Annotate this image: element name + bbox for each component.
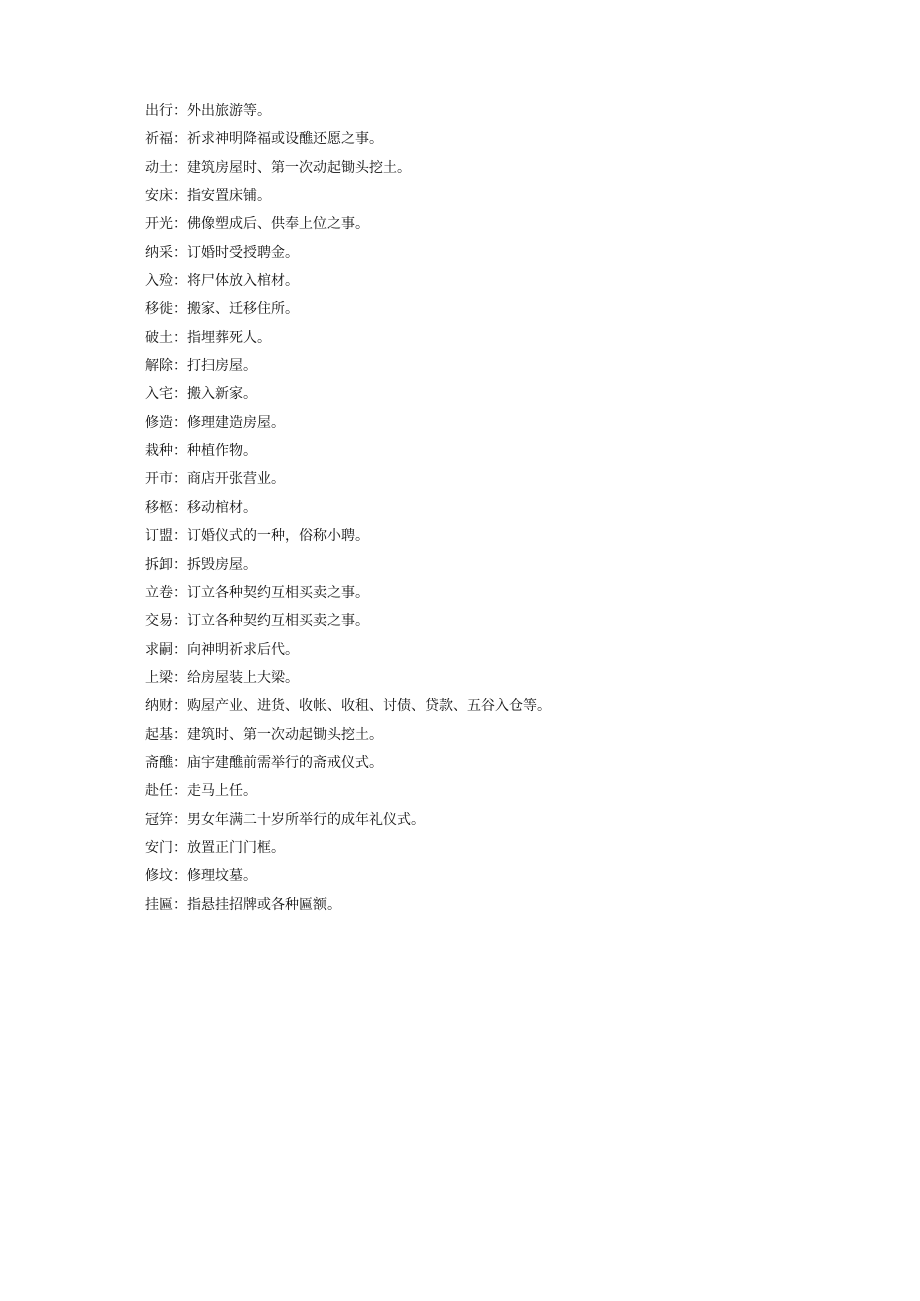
entry-definition: 男女年满二十岁所举行的成年礼仪式。 (187, 811, 425, 828)
list-item (145, 465, 551, 493)
entry-term: 订盟 (145, 528, 173, 545)
entry-separator: ： (173, 613, 187, 630)
entry-term: 修坟 (145, 868, 173, 885)
list-item (145, 551, 551, 579)
list-item (145, 154, 551, 182)
entry-definition: 指悬挂招牌或各种匾额。 (187, 896, 341, 913)
term-definition-list (145, 97, 551, 919)
list-item (145, 692, 551, 720)
entry-term: 安门 (145, 839, 173, 856)
entry-term: 斋醮 (145, 754, 173, 771)
list-item (145, 579, 551, 607)
entry-separator: ： (173, 414, 187, 431)
entry-term: 求嗣 (145, 641, 173, 658)
list-item (145, 409, 551, 437)
entry-definition: 打扫房屋。 (187, 358, 257, 375)
entry-separator: ： (173, 386, 187, 403)
entry-definition: 放置正门门框。 (187, 839, 285, 856)
entry-term: 交易 (145, 613, 173, 630)
entry-separator: ： (173, 443, 187, 460)
entry-definition: 外出旅游等。 (187, 103, 271, 119)
entry-definition: 建筑时、第一次动起锄头挖土。 (187, 726, 383, 743)
list-item (145, 295, 551, 323)
list-item (145, 267, 551, 295)
list-item (145, 182, 551, 210)
entry-definition: 修理建造房屋。 (187, 414, 285, 431)
entry-definition: 向神明祈求后代。 (187, 641, 299, 658)
entry-definition: 祈求神明降福或设醮还愿之事。 (187, 131, 383, 148)
entry-term: 纳财 (145, 698, 173, 715)
entry-separator: ： (173, 839, 187, 856)
list-item (145, 862, 551, 890)
entry-term: 起基 (145, 726, 173, 743)
list-item (145, 239, 551, 267)
entry-term: 祈福 (145, 131, 173, 148)
entry-separator: ： (173, 641, 187, 658)
entry-term: 破土 (145, 329, 173, 346)
entry-separator: ： (173, 499, 187, 516)
entry-separator: ： (173, 783, 187, 800)
list-item (145, 97, 551, 125)
entry-term: 解除 (145, 358, 173, 375)
entry-separator: ： (173, 188, 187, 205)
entry-term: 拆卸 (145, 556, 173, 573)
list-item (145, 777, 551, 805)
entry-separator: ： (173, 556, 187, 573)
entry-term: 动土 (145, 159, 173, 176)
entry-term: 移徙 (145, 301, 173, 318)
entry-definition: 移动棺材。 (187, 499, 257, 516)
entry-separator: ： (173, 896, 187, 913)
entry-separator: ： (173, 358, 187, 375)
entry-definition: 种植作物。 (187, 443, 257, 460)
entry-definition: 修理坟墓。 (187, 868, 257, 885)
list-item (145, 522, 551, 550)
entry-term: 出行 (145, 103, 173, 119)
entry-definition: 订婚仪式的一种，俗称小聘。 (187, 528, 369, 545)
entry-definition: 指安置床铺。 (187, 188, 271, 205)
entry-definition: 走马上任。 (187, 783, 257, 800)
entry-definition: 给房屋装上大梁。 (187, 669, 299, 686)
entry-term: 赴任 (145, 783, 173, 800)
entry-separator: ： (173, 273, 187, 290)
entry-term: 入殓 (145, 273, 173, 290)
entry-term: 修造 (145, 414, 173, 431)
entry-definition: 指埋葬死人。 (187, 329, 271, 346)
list-item (145, 437, 551, 465)
entry-separator: ： (173, 584, 187, 601)
list-item (145, 664, 551, 692)
entry-separator: ： (173, 811, 187, 828)
entry-separator: ： (173, 528, 187, 545)
entry-separator: ： (173, 216, 187, 233)
entry-separator: ： (173, 301, 187, 318)
entry-separator: ： (173, 329, 187, 346)
entry-separator: ： (173, 669, 187, 686)
list-item (145, 891, 551, 919)
entry-term: 栽种 (145, 443, 173, 460)
entry-definition: 拆毁房屋。 (187, 556, 257, 573)
entry-separator: ： (173, 244, 187, 261)
entry-definition: 购屋产业、进货、收帐、收租、讨债、贷款、五谷入仓等。 (187, 698, 551, 715)
entry-separator: ： (173, 726, 187, 743)
entry-term: 开市 (145, 471, 173, 488)
entry-definition: 佛像塑成后、供奉上位之事。 (187, 216, 369, 233)
entry-term: 挂匾 (145, 896, 173, 913)
entry-term: 移柩 (145, 499, 173, 516)
list-item (145, 494, 551, 522)
entry-separator: ： (173, 131, 187, 148)
entry-definition: 搬家、迁移住所。 (187, 301, 299, 318)
entry-term: 上梁 (145, 669, 173, 686)
entry-definition: 庙宇建醮前需举行的斋戒仪式。 (187, 754, 383, 771)
list-item (145, 352, 551, 380)
entry-separator: ： (173, 754, 187, 771)
entry-term: 入宅 (145, 386, 173, 403)
entry-definition: 订立各种契约互相买卖之事。 (187, 613, 369, 630)
list-item (145, 721, 551, 749)
entry-term: 安床 (145, 188, 173, 205)
entry-separator: ： (173, 471, 187, 488)
list-item (145, 210, 551, 238)
entry-definition: 将尸体放入棺材。 (187, 273, 299, 290)
entry-separator: ： (173, 868, 187, 885)
entry-separator: ： (173, 159, 187, 176)
entry-definition: 商店开张营业。 (187, 471, 285, 488)
list-item (145, 324, 551, 352)
entry-definition: 建筑房屋时、第一次动起锄头挖土。 (187, 159, 411, 176)
entry-definition: 搬入新家。 (187, 386, 257, 403)
entry-term: 立卷 (145, 584, 173, 601)
list-item (145, 636, 551, 664)
entry-separator: ： (173, 698, 187, 715)
entry-term: 开光 (145, 216, 173, 233)
entry-term: 纳采 (145, 244, 173, 261)
list-item (145, 380, 551, 408)
entry-definition: 订婚时受授聘金。 (187, 244, 299, 261)
list-item (145, 125, 551, 153)
list-item (145, 607, 551, 635)
entry-definition: 订立各种契约互相买卖之事。 (187, 584, 369, 601)
list-item (145, 834, 551, 862)
list-item (145, 806, 551, 834)
entry-separator: ： (173, 103, 187, 119)
entry-term: 冠笄 (145, 811, 173, 828)
list-item (145, 749, 551, 777)
